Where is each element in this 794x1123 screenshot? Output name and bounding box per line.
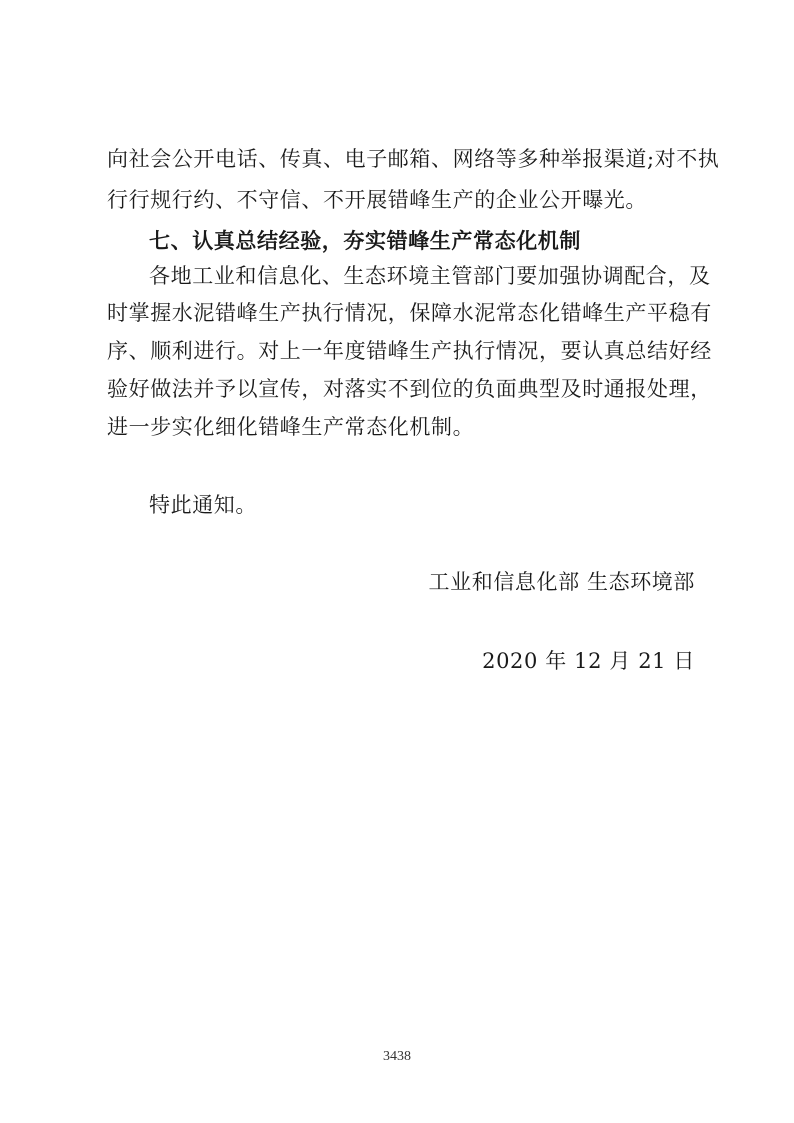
closing-text: 特此通知。 xyxy=(149,493,257,517)
paragraph-line-1: 各地工业和信息化、生态环境主管部门要加强协调配合，及 xyxy=(149,264,711,288)
paragraph-line-3: 序、顺利进行。对上一年度错峰生产执行情况，要认真总结好经 xyxy=(107,339,712,363)
body-line-2: 行行规行约、不守信、不开展错峰生产的企业公开曝光。 xyxy=(107,188,647,212)
section-heading: 七、认真总结经验，夯实错峰生产常态化机制 xyxy=(149,229,581,253)
signatories: 工业和信息化部 生态环境部 xyxy=(428,570,695,594)
body-line-1: 向社会公开电话、传真、电子邮箱、网络等多种举报渠道;对不执 xyxy=(107,147,720,171)
issue-date: 2020 年 12 月 21 日 xyxy=(482,649,695,673)
paragraph-line-5: 进一步实化细化错峰生产常态化机制。 xyxy=(107,415,475,439)
paragraph-line-2: 时掌握水泥错峰生产执行情况，保障水泥常态化错峰生产平稳有 xyxy=(107,301,712,325)
page-number: 3438 xyxy=(383,1049,411,1064)
paragraph-line-4: 验好做法并予以宣传，对落实不到位的负面典型及时通报处理， xyxy=(107,377,712,401)
